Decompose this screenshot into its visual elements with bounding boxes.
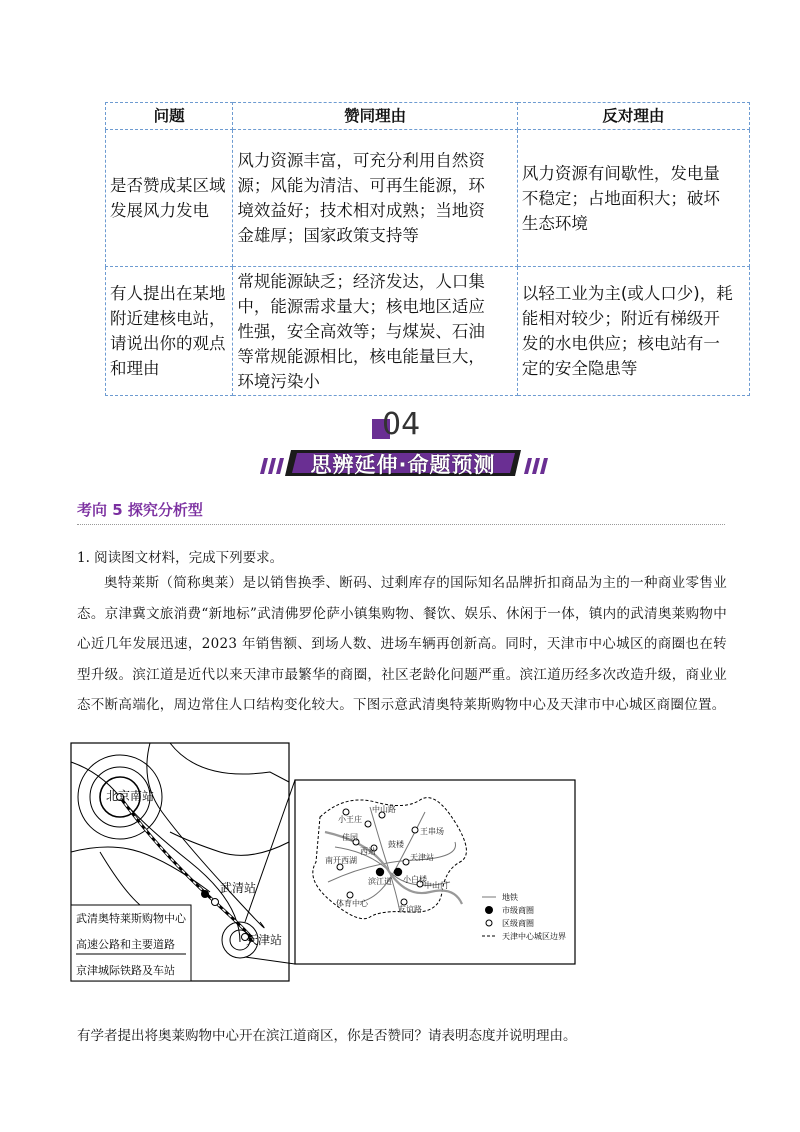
header-support: 赞同理由 xyxy=(233,103,518,130)
station-label: 小白楼 xyxy=(403,875,427,884)
question-intro: 1. 阅读图文材料，完成下列要求。 xyxy=(77,550,284,566)
right-legend-item: 区级商圈 xyxy=(502,919,534,928)
support-cell: 风力资源丰富，可充分利用自然资 源；风能为清洁、可再生能源，环 境效益好；技术相对成熟；当地资 金雄厚；国家政策支持等 xyxy=(233,130,518,267)
station-label: 南开西湖 xyxy=(325,856,357,865)
city-level-marker xyxy=(376,868,384,876)
district-marker xyxy=(403,859,409,865)
left-legend-item: 武清奥特莱斯购物中心 xyxy=(76,913,186,925)
beijing-south-label: 北京南站 xyxy=(106,789,155,803)
section-divider xyxy=(77,524,725,525)
station-label: 友谊路 xyxy=(398,905,422,914)
station-marker xyxy=(212,899,219,906)
station-label: 鼓楼 xyxy=(388,840,404,849)
support-cell: 常规能源缺乏；经济发达，人口集 中，能源需求量大；核电地区适应 性强，安全高效等；与煤炭、石油 等常规能源相比，核电能量巨大， 环境污染小 xyxy=(233,267,518,396)
left-legend-item: 京津城际铁路及车站 xyxy=(76,965,175,977)
station-label: 体育中心 xyxy=(336,899,368,908)
table-row xyxy=(106,267,750,396)
header-oppose: 反对理由 xyxy=(517,103,749,130)
question-cell: 有人提出在某地 附近建核电站， 请说出你的观点 和理由 xyxy=(106,267,233,396)
station-label: 滨江道 xyxy=(368,877,392,886)
station-label: 天津站 xyxy=(410,853,434,862)
header-question: 问题 xyxy=(106,103,233,130)
banner-title: 思辨延伸·命题预测 xyxy=(310,453,496,477)
question-text: 有学者提出将奥莱购物中心开在滨江道商区，你是否赞同？请表明态度并说明理由。 xyxy=(77,1028,577,1044)
banner-number: 04 xyxy=(382,407,421,442)
oppose-cell: 风力资源有间歇性，发电量 不稳定；占地面积大；破坏 生态环境 xyxy=(517,130,749,267)
location-map xyxy=(70,742,590,982)
wuqing-label: 武清站 xyxy=(220,881,257,895)
banner-left-stripes-icon xyxy=(258,456,284,476)
table-row xyxy=(106,130,750,267)
station-label: 中山门 xyxy=(424,881,448,890)
station-label: 王串场 xyxy=(420,827,444,836)
district-marker xyxy=(412,827,418,833)
station-label: 小王庄 xyxy=(338,815,362,824)
section-label: 考向 5 探究分析型 xyxy=(77,501,203,519)
station-label: 西站 xyxy=(360,847,376,856)
right-legend-item: 天津中心城区边界 xyxy=(502,932,566,941)
comparison-table xyxy=(105,102,750,396)
city-level-marker xyxy=(394,868,402,876)
oppose-cell: 以轻工业为主(或人口少)，耗 能相对较少；附近有梯级开 发的水电供应；核电站有一 定的安全隐患等 xyxy=(517,267,749,396)
material-paragraph: 奥特莱斯（简称奥莱）是以销售换季、断码、过剩库存的国际知名品牌折扣商品为主的一种商业零售业态。京津冀文旅消费“新地标”武清佛罗伦萨小镇集购物、餐饮、娱乐、休闲于一体，镇内的武清奥莱购物中心近几年发展迅速，2023 年销售额、到场人数、进场车辆再创新高。同时，天津市中心城区的商圈也在转型升级。滨江道是近代以来天津市最繁华的商圈，社区老龄化问题严重。滨江道历经多次改造升级，商业业态不断高端化，周边常住人口结构变化较大。下图示意武清奥特莱斯购物中心及天津市中心城区商圈位置。 xyxy=(77,575,727,713)
station-label: 中山路 xyxy=(372,805,396,814)
table-header-row xyxy=(106,103,750,130)
outlet-mall-marker xyxy=(201,890,209,898)
question-cell: 是否赞成某区域 发展风力发电 xyxy=(106,130,233,267)
station-label: 佳园 xyxy=(342,833,358,842)
district-marker xyxy=(365,821,371,827)
district-marker xyxy=(347,892,353,898)
right-legend-item: 地铁 xyxy=(502,893,518,902)
right-legend-item: 市级商圈 xyxy=(502,906,534,915)
banner-right-stripes-icon xyxy=(522,456,548,476)
tianjin-label: 天津站 xyxy=(246,933,283,947)
left-legend-item: 高速公路和主要道路 xyxy=(76,939,175,951)
